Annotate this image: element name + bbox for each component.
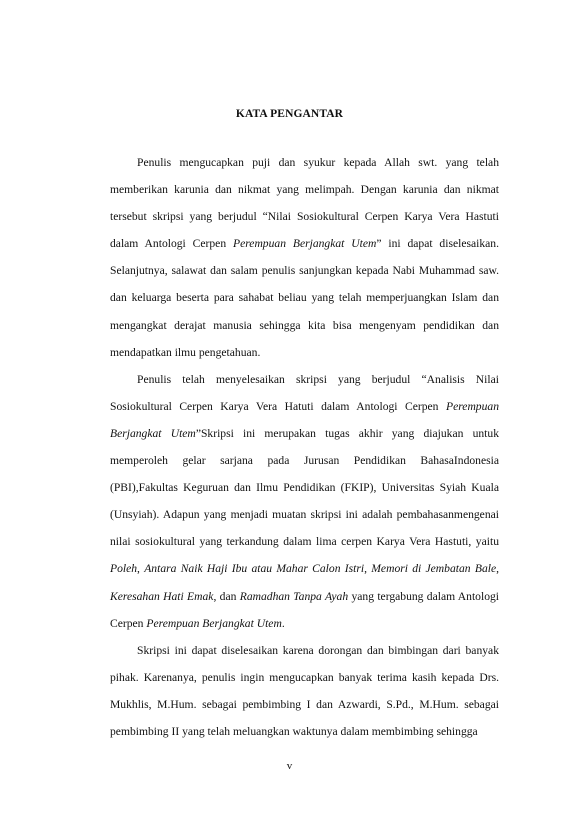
text-run: , (496, 562, 500, 576)
text-run: , (364, 562, 372, 576)
italic-text: Perempuan Berjangkat Utem (110, 399, 499, 440)
paragraph-1 (110, 149, 499, 366)
text-run: , (137, 562, 145, 576)
paragraph-2 (110, 366, 499, 637)
paragraph-3 (110, 637, 499, 745)
text-run: Penulis telah menyelesaikan skripsi yang berjudul “Analisis Nilai Sosiokultural Cerpen Karya Vera Hatuti dalam Antologi Cerpen (110, 372, 499, 413)
italic-text: Perempuan Berjangkat Utem (232, 237, 377, 251)
text-run: yang tergabung dalam Antologi Cerpen (110, 589, 500, 630)
text-run: ”Skripsi ini merupakan tugas akhir yang diajukan untuk memperoleh gelar sarjana pada Jurusan Pendidikan BahasaIndonesia (PBI),Fakultas Keguruan dan Ilmu Pendidikan (FKIP), Universitas Syiah Kuala (Unsyiah). Adapun yang menjadi muatan skripsi ini adalah pembahasanmengenai nilai sosiokultural yang terkandung dalam lima cerpen Karya Vera Hastuti, yaitu (110, 426, 499, 549)
text-run: ” ini dapat diselesaikan. Selanjutnya, salawat dan salam penulis sanjungkan kepada Nabi Muhammad saw. dan keluarga beserta para sahabat beliau yang telah memperjuangkan Islam dan mengangkat derajat manusia sehingga kita bisa mengenyam pendidikan dan mendapatkan ilmu pengetahuan. (110, 237, 499, 359)
italic-text: Poleh (110, 562, 138, 576)
page-number: v (286, 760, 293, 772)
italic-text: Perempuan Berjangkat Utem (146, 616, 282, 630)
text-run: Penulis mengucapkan puji dan syukur kepada Allah swt. yang telah memberikan karunia dan nikmat yang melimpah. Dengan karunia dan nikmat tersebut skripsi yang berjudul “Nilai Sosiokultural Cerpen Karya Vera Hastuti dalam Antologi Cerpen (110, 156, 499, 251)
page-title: KATA PENGANTAR (235, 108, 344, 120)
italic-text: Ramadhan Tanpa Ayah (239, 589, 349, 603)
body-text (110, 149, 499, 745)
text-run: , dan (213, 589, 240, 603)
italic-text: Memori di Jembatan Bale (371, 562, 497, 576)
italic-text: Antara Naik Haji Ibu atau Mahar Calon Istri (144, 562, 365, 576)
italic-text: Keresahan Hati Emak (110, 589, 214, 603)
text-run: Skripsi ini dapat diselesaikan karena dorongan dan bimbingan dari banyak pihak. Karenanya, penulis ingin mengucapkan banyak terima kasih kepada Drs. Mukhlis, M.Hum. sebagai pembimbing I dan Azwardi, S.Pd., M.Hum. sebagai pembimbing II yang telah meluangkan waktunya dalam membimbing sehingga (110, 643, 499, 738)
text-run: . (281, 616, 285, 630)
